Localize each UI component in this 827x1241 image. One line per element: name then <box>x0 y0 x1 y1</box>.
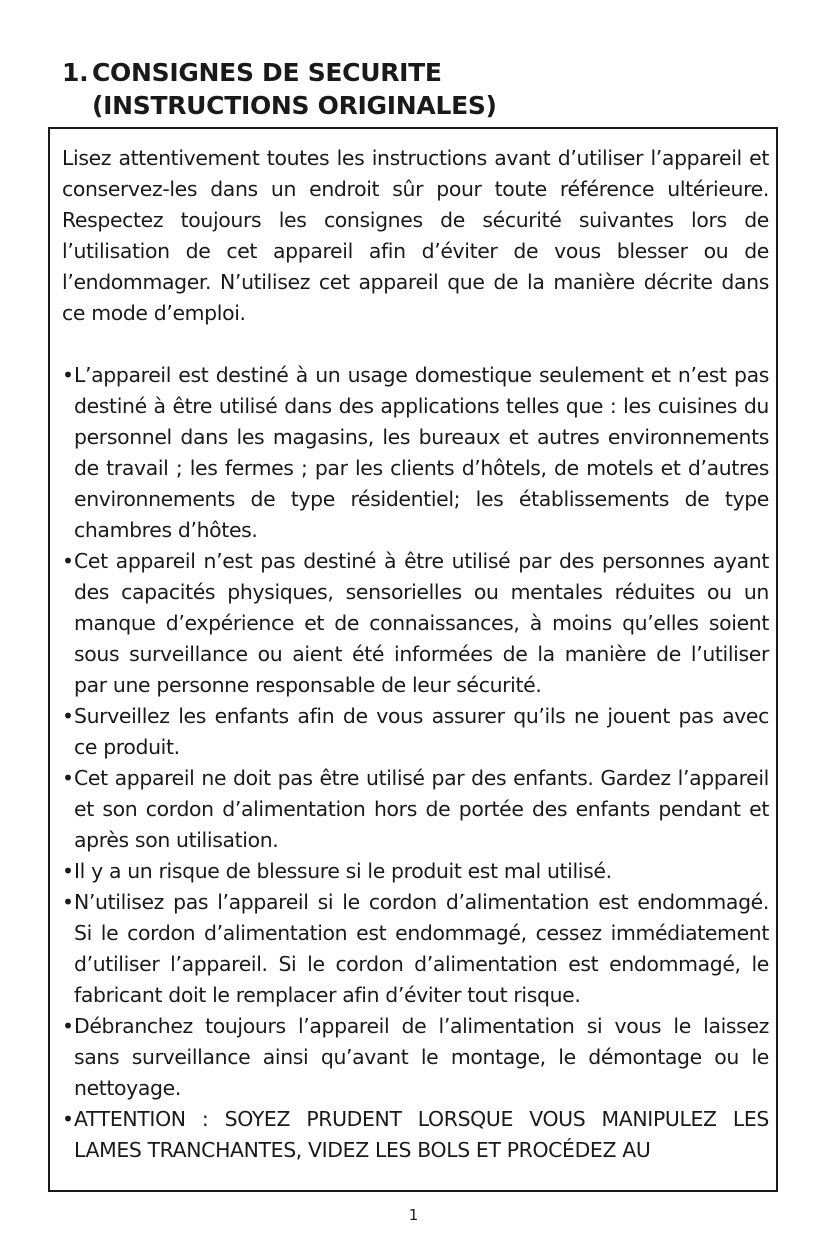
bullet-icon: • <box>62 363 74 387</box>
list-item <box>62 1011 769 1104</box>
list-item <box>62 701 769 763</box>
list-item <box>62 546 769 701</box>
list-item <box>62 887 769 1011</box>
intro-paragraph: Lisez attentivement toutes les instructions avant d’utiliser l’appareil et conservez-les dans un endroit sûr pour toute référence ultérieure. Respectez toujours les consignes de sécurité suivantes lors de l’utilisation de cet appareil afin d’éviter de vous blesser ou de l’endommager. N’utilisez cet appareil que de la manière décrite dans ce mode d’emploi. <box>62 146 769 325</box>
list-item <box>62 856 769 887</box>
list-item-text: ATTENTION : SOYEZ PRUDENT LORSQUE VOUS MANIPULEZ LES LAMES TRANCHANTES, VIDEZ LES BOLS ET PROCÉDEZ AU <box>74 1107 769 1162</box>
list-item-text: Il y a un risque de blessure si le produit est mal utilisé. <box>74 859 612 883</box>
list-item <box>62 763 769 856</box>
section-number: 1. <box>62 58 89 87</box>
section-title-line1: CONSIGNES DE SECURITE <box>92 58 442 87</box>
bullet-icon: • <box>62 1014 74 1038</box>
list-item-text: Cet appareil n’est pas destiné à être utilisé par des personnes ayant des capacités physiques, sensorielles ou mentales réduites ou un manque d’expérience et de connaissances, à moins qu’elles soient sous surveillance ou aient été informées de la manière de l’utiliser par une personne responsable de leur sécurité. <box>74 549 769 697</box>
list-item <box>62 1104 769 1166</box>
list-item-text: Cet appareil ne doit pas être utilisé par des enfants. Gardez l’appareil et son cordon d’alimentation hors de portée des enfants pendant et après son utilisation. <box>74 766 769 852</box>
safety-list <box>62 360 769 1166</box>
bullet-icon: • <box>62 859 74 883</box>
list-item-text: Surveillez les enfants afin de vous assurer qu’ils ne jouent pas avec ce produit. <box>74 704 769 759</box>
list-item-text: N’utilisez pas l’appareil si le cordon d’alimentation est endommagé. Si le cordon d’alimentation est endommagé, cessez immédiatement d’utiliser l’appareil. Si le cordon d’alimentation est endommagé, le fabricant doit le remplacer afin d’éviter tout risque. <box>74 890 769 1007</box>
list-item-text: Débranchez toujours l’appareil de l’alimentation si vous le laissez sans surveillance ainsi qu’avant le montage, le démontage ou le nettoyage. <box>74 1014 769 1100</box>
page-number: 1 <box>408 1206 419 1224</box>
bullet-icon: • <box>62 549 74 573</box>
bullet-icon: • <box>62 890 74 914</box>
bullet-icon: • <box>62 766 74 790</box>
section-heading <box>62 56 497 122</box>
bullet-icon: • <box>62 1107 74 1131</box>
safety-instructions-content <box>62 143 769 1166</box>
list-item-text: L’appareil est destiné à un usage domestique seulement et n’est pas destiné à être utilisé dans des applications telles que : les cuisines du personnel dans les magasins, les bureaux et autres environnements de travail ; les fermes ; par les clients d’hôtels, de motels et d’autres environnements de type résidentiel; les établissements de type chambres d’hôtes. <box>74 363 769 542</box>
safety-instructions-box <box>48 127 778 1192</box>
list-item <box>62 360 769 546</box>
bullet-icon: • <box>62 704 74 728</box>
section-title-line2: (INSTRUCTIONS ORIGINALES) <box>92 91 497 120</box>
